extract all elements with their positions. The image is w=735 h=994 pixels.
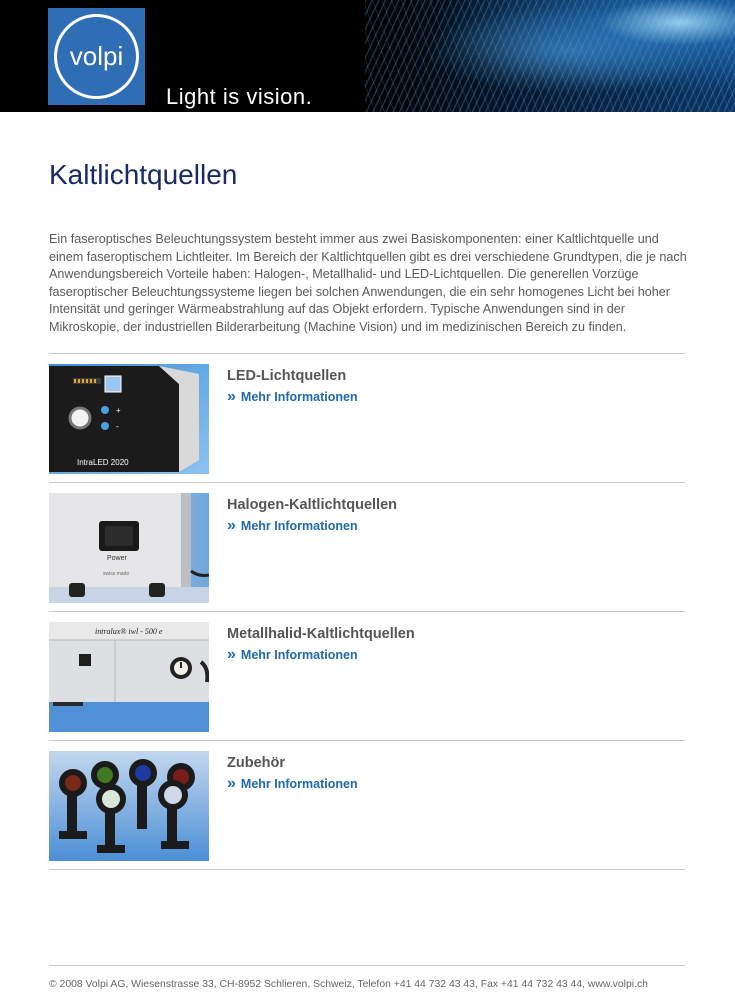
page-header xyxy=(0,0,735,112)
svg-text:+: + xyxy=(116,406,121,415)
double-chevron-right-icon: » xyxy=(227,388,236,405)
double-chevron-right-icon: » xyxy=(227,517,236,534)
product-name[interactable]: LED-Lichtquellen xyxy=(227,368,347,384)
fiber-optic-banner-image xyxy=(365,0,735,112)
product-name[interactable]: Metallhalid-Kaltlichtquellen xyxy=(227,626,415,642)
more-info-link[interactable] xyxy=(227,518,358,534)
double-chevron-right-icon: » xyxy=(227,646,236,663)
more-info-link[interactable] xyxy=(227,389,358,405)
led-light-source-image[interactable] xyxy=(49,364,209,474)
product-item-led xyxy=(49,354,685,483)
more-info-link[interactable] xyxy=(227,776,358,792)
tagline: Light is vision. xyxy=(166,84,313,109)
accessories-filters-image[interactable] xyxy=(49,751,209,861)
product-item-halogen xyxy=(49,483,685,612)
product-name[interactable]: Halogen-Kaltlichtquellen xyxy=(227,497,397,513)
product-item-accessories xyxy=(49,741,685,870)
product-list xyxy=(49,353,685,870)
footer-divider xyxy=(49,965,685,966)
metal-halide-light-source-image[interactable] xyxy=(49,622,209,732)
more-info-link[interactable] xyxy=(227,647,358,663)
intro-paragraph: Ein faseroptisches Beleuchtungssystem besteht immer aus zwei Basiskomponenten: einer Kaltlichtquelle und einem faseroptischem Lichtleiter. Im Bereich der Kaltlichtquellen gibt es drei verschiedene Grundtypen, die je nach Anwendungsbereich Vorteile haben: Halogen-, Metallhalid- und LED-Lichtquellen. Die generellen Vorzüge faseroptischer Beleuchtungssysteme liegen bei solchen Anwendungen, die ein sehr homogenes Licht bei hoher Intensität und geringer Wärmeabstrahlung auf das Objekt erfordern. Typische Anwendungen sind in der Mikroskopie, der industriellen Bilderarbeitung (Machine Vision) und im medizinischen Bereich zu finden. xyxy=(49,232,687,334)
halogen-light-source-image[interactable] xyxy=(49,493,209,603)
more-info-label[interactable]: Mehr Informationen xyxy=(240,648,358,662)
double-chevron-right-icon: » xyxy=(227,775,236,792)
product-item-metal-halide xyxy=(49,612,685,741)
more-info-label[interactable]: Mehr Informationen xyxy=(240,777,358,791)
volpi-logo[interactable] xyxy=(48,8,145,105)
footer-text: © 2008 Volpi AG, Wiesenstrasse 33, CH-8952 Schlieren, Schweiz, Telefon +41 44 732 43 43, Fax +41 44 732 43 44, www.volpi.ch xyxy=(49,979,648,990)
more-info-label[interactable]: Mehr Informationen xyxy=(240,519,358,533)
device-sublabel: swiss made xyxy=(103,571,130,577)
product-name[interactable]: Zubehör xyxy=(227,755,285,771)
more-info-label[interactable]: Mehr Informationen xyxy=(240,390,358,404)
device-label: intralux® iwl - 500 e xyxy=(95,627,163,636)
logo-text: volpi xyxy=(69,41,124,71)
device-label: Power xyxy=(107,555,127,562)
page-title: Kaltlichtquellen xyxy=(49,159,238,190)
svg-text:-: - xyxy=(116,422,119,431)
device-label: IntraLED 2020 xyxy=(77,458,129,467)
